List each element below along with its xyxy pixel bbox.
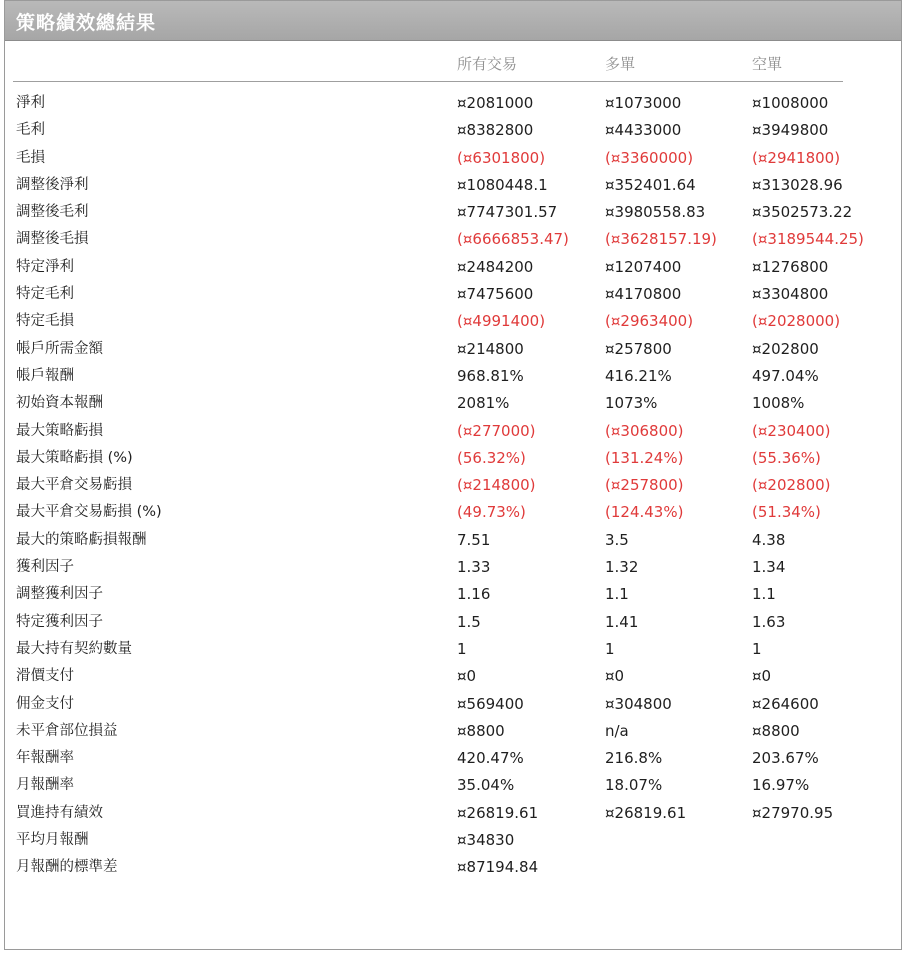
row-label: 毛利	[16, 122, 45, 139]
table-row	[5, 854, 901, 881]
row-label: 滑價支付	[16, 668, 74, 685]
value-all-trades: (¤277000)	[457, 421, 536, 440]
value-short: 4.38	[752, 530, 786, 549]
value-long: ¤3980558.83	[605, 203, 706, 222]
table-row	[5, 418, 901, 445]
row-label: 最大策略虧損	[16, 422, 103, 439]
value-all-trades: 7.51	[457, 530, 491, 549]
row-label: 毛損	[16, 149, 45, 166]
value-short: ¤27970.95	[752, 803, 834, 822]
table-row	[5, 145, 901, 172]
row-label: 最大平倉交易虧損 (%)	[16, 504, 162, 521]
row-label: 買進持有績效	[16, 804, 103, 821]
value-short: ¤8800	[752, 721, 800, 740]
row-label: 淨利	[16, 95, 45, 111]
table-row	[5, 772, 901, 799]
value-long: (131.24%)	[605, 448, 684, 467]
value-all-trades: ¤214800	[457, 339, 524, 358]
table-row	[5, 609, 901, 636]
table-row	[5, 90, 901, 117]
value-all-trades: (¤4991400)	[457, 312, 546, 331]
row-label: 未平倉部位損益	[16, 722, 118, 739]
value-short: ¤264600	[752, 694, 819, 713]
table-row	[5, 663, 901, 690]
value-all-trades: ¤1080448.1	[457, 175, 548, 194]
value-short: (¤2028000)	[752, 312, 841, 331]
title-bar	[5, 1, 901, 41]
table-row	[5, 636, 901, 663]
value-short: 1008%	[752, 394, 805, 413]
value-all-trades: ¤2081000	[457, 94, 534, 112]
value-long: ¤1207400	[605, 257, 682, 276]
value-long: (¤306800)	[605, 421, 684, 440]
value-long: ¤352401.64	[605, 175, 696, 194]
value-long: 216.8%	[605, 749, 663, 768]
value-short: ¤1008000	[752, 94, 829, 112]
value-short: 497.04%	[752, 366, 819, 385]
table-row	[5, 254, 901, 281]
row-label: 特定毛利	[16, 286, 74, 303]
table-row	[5, 363, 901, 390]
table-row	[5, 827, 901, 854]
value-long: (¤3360000)	[605, 148, 694, 167]
value-all-trades: ¤34830	[457, 831, 515, 850]
row-label: 最大持有契約數量	[16, 640, 132, 657]
table-row	[5, 499, 901, 526]
value-all-trades: 35.04%	[457, 776, 515, 795]
value-long: ¤26819.61	[605, 803, 687, 822]
row-label: 特定毛損	[16, 313, 74, 330]
panel-title: 策略績效總結果	[16, 12, 157, 34]
row-label: 年報酬率	[16, 750, 74, 767]
value-short: (¤230400)	[752, 421, 831, 440]
row-label: 調整後毛損	[16, 231, 89, 248]
value-short: 203.67%	[752, 749, 819, 768]
table-row	[5, 581, 901, 608]
table-row	[5, 390, 901, 417]
row-label: 最大的策略虧損報酬	[16, 531, 147, 548]
table-row	[5, 718, 901, 745]
value-long: 1.1	[605, 585, 629, 604]
performance-summary-panel	[4, 0, 902, 950]
value-long: (¤257800)	[605, 476, 684, 495]
table-row	[5, 117, 901, 144]
value-long: 3.5	[605, 530, 629, 549]
table-row	[5, 308, 901, 335]
value-short: (¤202800)	[752, 476, 831, 495]
table-row	[5, 172, 901, 199]
value-long: 416.21%	[605, 366, 672, 385]
row-label: 特定獲利因子	[16, 613, 103, 630]
row-label: 帳戶報酬	[16, 367, 74, 384]
value-all-trades: ¤7747301.57	[457, 203, 558, 222]
value-all-trades: ¤7475600	[457, 285, 534, 304]
value-all-trades: (56.32%)	[457, 448, 526, 467]
table-row	[5, 472, 901, 499]
value-short: (51.34%)	[752, 503, 821, 522]
value-all-trades: ¤0	[457, 667, 477, 686]
table-row	[5, 199, 901, 226]
row-label: 佣金支付	[16, 695, 74, 712]
table-row	[5, 527, 901, 554]
value-short: ¤3304800	[752, 285, 829, 304]
table-row	[5, 281, 901, 308]
value-all-trades: (¤6666853.47)	[457, 230, 569, 249]
value-all-trades: ¤8382800	[457, 121, 534, 140]
column-header-all-trades: 所有交易	[457, 55, 518, 73]
value-short: (55.36%)	[752, 448, 821, 467]
table-body	[5, 90, 901, 882]
row-label: 月報酬率	[16, 777, 74, 794]
value-short: (¤2941800)	[752, 148, 841, 167]
value-short: 1.63	[752, 612, 786, 631]
value-short: ¤3949800	[752, 121, 829, 140]
value-long: (¤3628157.19)	[605, 230, 717, 249]
value-all-trades: ¤2484200	[457, 257, 534, 276]
value-all-trades: ¤8800	[457, 721, 505, 740]
value-all-trades: 968.81%	[457, 366, 524, 385]
value-long: ¤304800	[605, 694, 672, 713]
value-all-trades: ¤26819.61	[457, 803, 539, 822]
value-long: (124.43%)	[605, 503, 684, 522]
table-row	[5, 554, 901, 581]
value-short: 1.1	[752, 585, 776, 604]
value-all-trades: (49.73%)	[457, 503, 526, 522]
value-short: ¤3502573.22	[752, 203, 853, 222]
value-long: ¤4170800	[605, 285, 682, 304]
value-short: 16.97%	[752, 776, 810, 795]
table-row	[5, 745, 901, 772]
value-long: ¤4433000	[605, 121, 682, 140]
row-label: 帳戶所需金額	[16, 340, 103, 357]
value-all-trades: ¤87194.84	[457, 858, 539, 877]
table-row	[5, 226, 901, 253]
row-label: 最大平倉交易虧損	[16, 477, 132, 494]
value-all-trades: 420.47%	[457, 749, 524, 768]
value-all-trades: 1	[457, 639, 467, 658]
row-label: 最大策略虧損 (%)	[16, 449, 133, 466]
value-short: ¤202800	[752, 339, 819, 358]
row-label: 初始資本報酬	[16, 395, 103, 412]
table-row	[5, 691, 901, 718]
value-long: 18.07%	[605, 776, 663, 795]
value-short: 1.34	[752, 558, 786, 577]
value-long: 1.32	[605, 558, 639, 577]
value-short: ¤313028.96	[752, 175, 843, 194]
table-row	[5, 800, 901, 827]
value-all-trades: 1.5	[457, 612, 481, 631]
row-label: 平均月報酬	[16, 832, 89, 849]
value-short: 1	[752, 639, 762, 658]
value-long: n/a	[605, 721, 629, 740]
row-label: 獲利因子	[16, 559, 74, 576]
value-long: (¤2963400)	[605, 312, 694, 331]
value-all-trades: 1.33	[457, 558, 491, 577]
row-label: 特定淨利	[16, 258, 74, 275]
table-header	[13, 53, 843, 82]
value-long: ¤257800	[605, 339, 672, 358]
value-all-trades: (¤214800)	[457, 476, 536, 495]
value-long: 1	[605, 639, 615, 658]
value-long: 1.41	[605, 612, 639, 631]
row-label: 調整後淨利	[16, 176, 89, 193]
value-long: ¤1073000	[605, 94, 682, 112]
column-header-long: 多單	[605, 55, 636, 73]
value-long: 1073%	[605, 394, 658, 413]
value-long: ¤0	[605, 667, 625, 686]
row-label: 調整後毛利	[16, 204, 89, 221]
value-short: ¤0	[752, 667, 772, 686]
value-all-trades: (¤6301800)	[457, 148, 546, 167]
column-header-short: 空單	[752, 55, 783, 73]
value-all-trades: ¤569400	[457, 694, 524, 713]
value-all-trades: 1.16	[457, 585, 491, 604]
value-all-trades: 2081%	[457, 394, 510, 413]
row-label: 調整獲利因子	[16, 586, 103, 603]
value-short: (¤3189544.25)	[752, 230, 864, 249]
table-row	[5, 336, 901, 363]
value-short: ¤1276800	[752, 257, 829, 276]
table-row	[5, 445, 901, 472]
row-label: 月報酬的標準差	[16, 859, 118, 876]
